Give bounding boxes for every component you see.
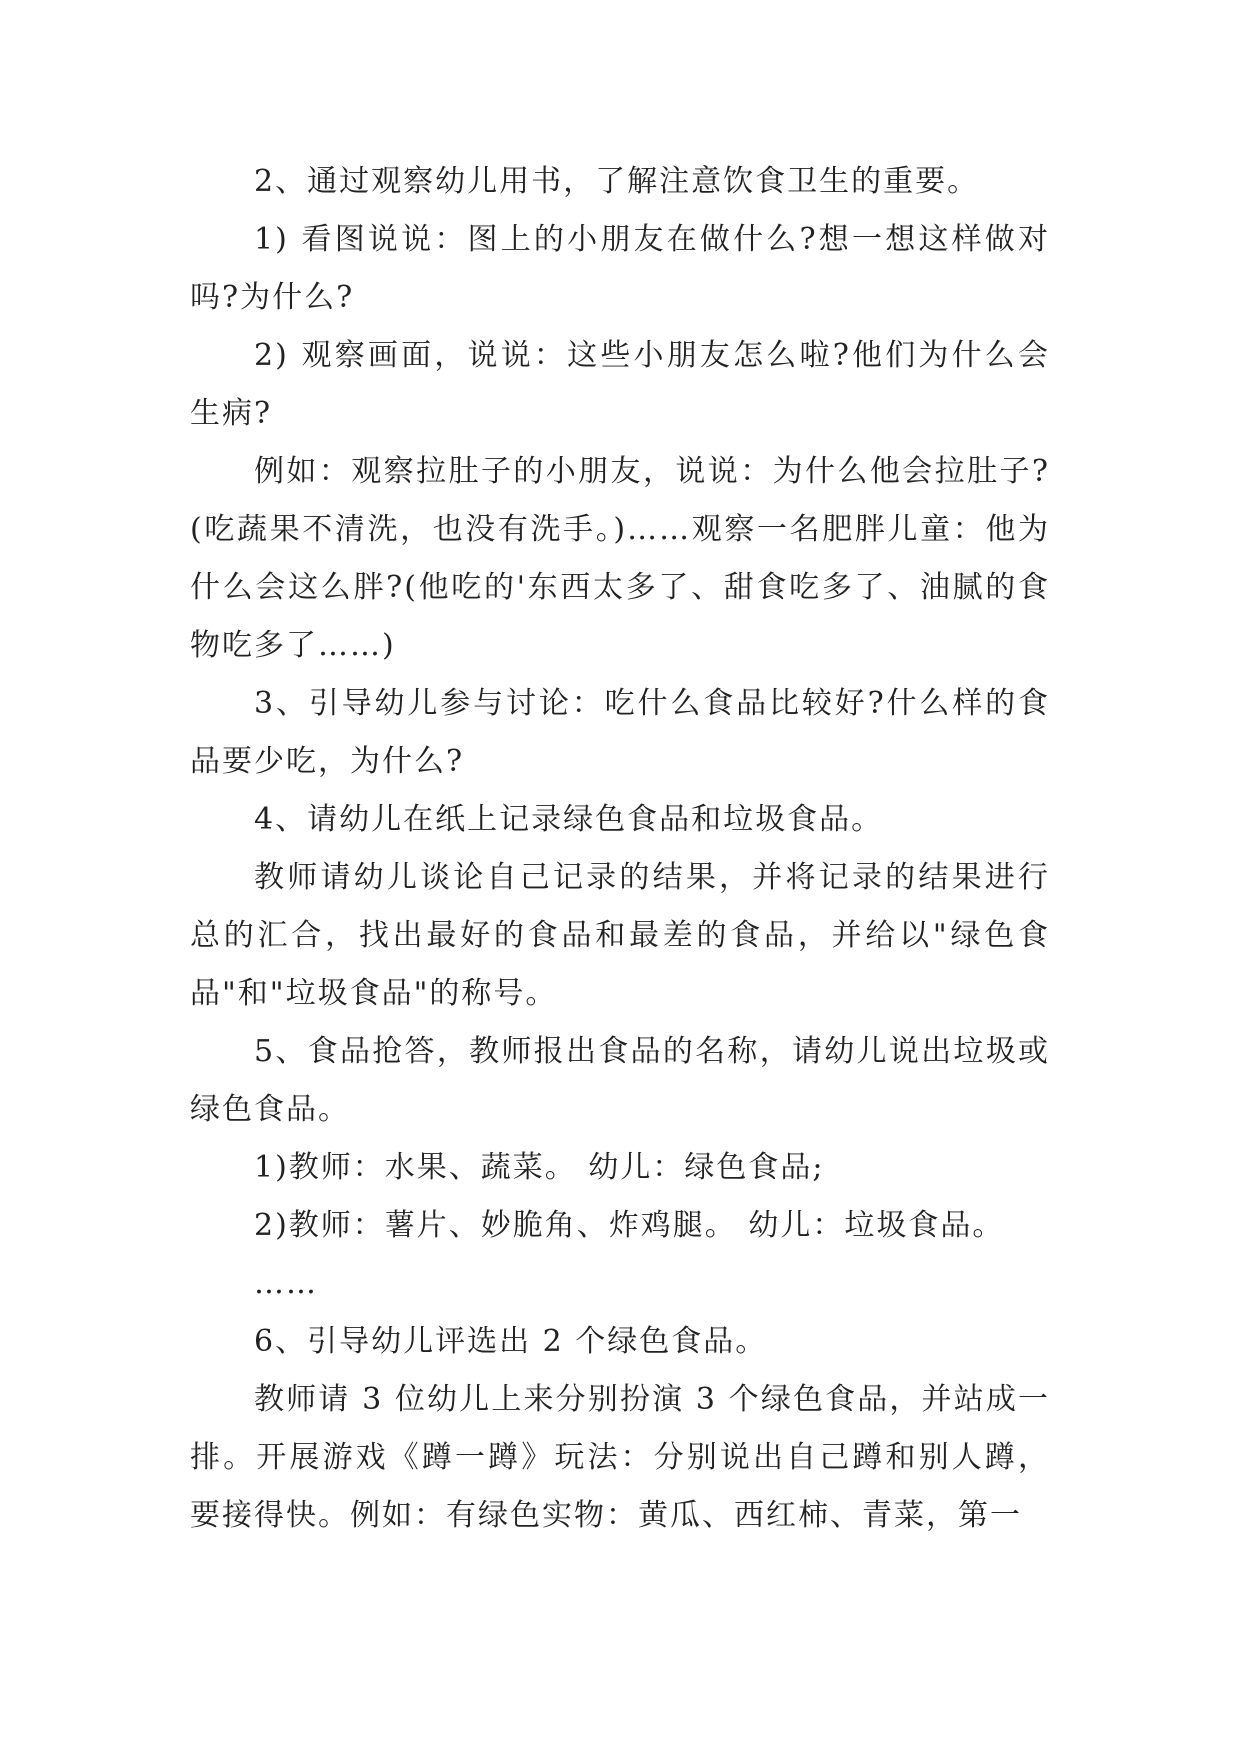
- paragraph-ellipsis: ……: [254, 1266, 318, 1301]
- document-body: [190, 153, 1050, 1545]
- paragraph-quiz-2: 2)教师：薯片、妙脆角、炸鸡腿。 幼儿：垃圾食品。: [254, 1208, 1005, 1243]
- paragraph-step-2: 2、通过观察幼儿用书，了解注意饮食卫生的重要。: [254, 164, 980, 199]
- paragraph-quiz-1: 1)教师：水果、蔬菜。 幼儿：绿色食品;: [254, 1150, 825, 1185]
- paragraph-substep-1: 1) 看图说说：图上的小朋友在做什么?想一想这样做对吗?为什么?: [190, 222, 1050, 315]
- paragraph-substep-2: 2) 观察画面，说说：这些小朋友怎么啦?他们为什么会生病?: [190, 338, 1050, 431]
- paragraph-step-5: 5、食品抢答，教师报出食品的名称，请幼儿说出垃圾或绿色食品。: [190, 1034, 1050, 1127]
- paragraph-step-3: 3、引导幼儿参与讨论：吃什么食品比较好?什么样的食品要少吃，为什么?: [190, 686, 1050, 779]
- paragraph-step-4: 4、请幼儿在纸上记录绿色食品和垃圾食品。: [254, 802, 884, 837]
- paragraph-teacher-summary: 教师请幼儿谈论自己记录的结果，并将记录的结果进行总的汇合，找出最好的食品和最差的食品，并给以"绿色食品"和"垃圾食品"的称号。: [190, 860, 1050, 1011]
- paragraph-game: 教师请 3 位幼儿上来分别扮演 3 个绿色食品，并站成一排。开展游戏《蹲一蹲》玩法：分别说出自己蹲和别人蹲，要接得快。例如：有绿色实物：黄瓜、西红柿、青菜，第一: [190, 1382, 1050, 1533]
- paragraph-example: 例如：观察拉肚子的小朋友，说说：为什么他会拉肚子?(吃蔬果不清洗，也没有洗手。)……观察一名肥胖儿童：他为什么会这么胖?(他吃的'东西太多了、甜食吃多了、油腻的食物吃多了……): [190, 454, 1050, 663]
- paragraph-step-6: 6、引导幼儿评选出 2 个绿色食品。: [254, 1324, 768, 1359]
